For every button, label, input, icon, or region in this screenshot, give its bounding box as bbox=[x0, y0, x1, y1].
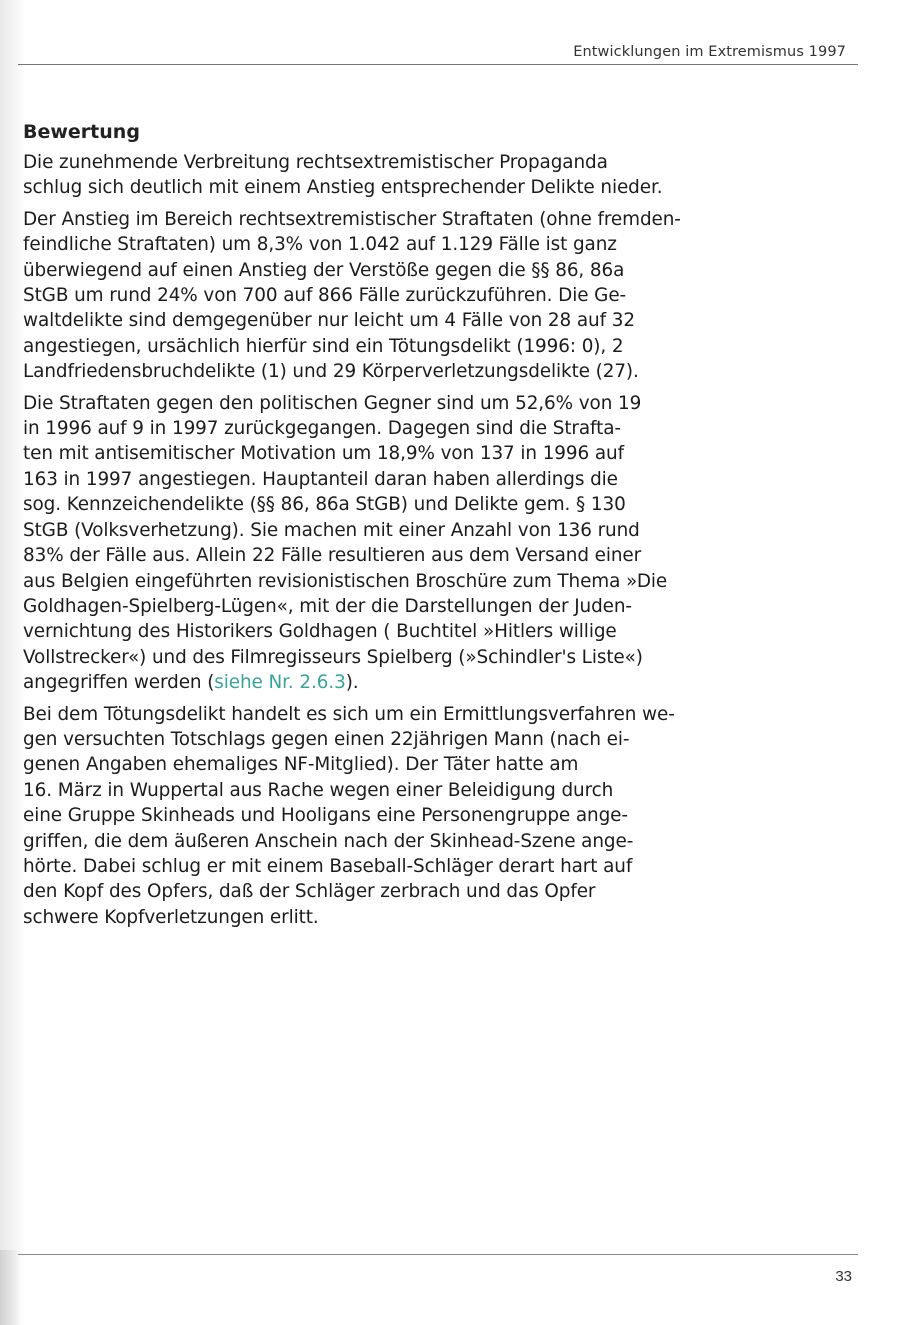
text-line: genen Angaben ehemaliges NF-Mitglied). Der Täter hatte am bbox=[23, 754, 579, 776]
text-line: Der Anstieg im Bereich rechtsextremistischer Straftaten (ohne fremden- bbox=[23, 208, 681, 230]
text-line: StGB (Volksverhetzung). Sie machen mit einer Anzahl von 136 rund bbox=[23, 519, 640, 541]
text-line: Die zunehmende Verbreitung rechtsextremistischer Propaganda bbox=[23, 152, 608, 173]
text-line: in 1996 auf 9 in 1997 zurückgegangen. Dagegen sind die Strafta- bbox=[23, 418, 621, 440]
text-line: Vollstrecker«) und des Filmregisseurs Spielberg (»Schindler's Liste«) bbox=[23, 646, 643, 668]
running-header: Entwicklungen im Extremismus 1997 bbox=[573, 44, 846, 60]
header-divider bbox=[18, 64, 858, 65]
text-line: 83% der Fälle aus. Allein 22 Fälle resultieren aus dem Versand einer bbox=[23, 545, 642, 567]
text-line: Bei dem Tötungsdelikt handelt es sich um ein Ermittlungsverfahren we- bbox=[23, 703, 675, 725]
text-line: den Kopf des Opfers, daß der Schläger zerbrach und das Opfer bbox=[23, 881, 596, 903]
text-line: 16. März in Wuppertal aus Rache wegen einer Beleidigung durch bbox=[23, 779, 614, 801]
page-content bbox=[23, 120, 863, 936]
text-line: hörte. Dabei schlug er mit einem Baseball-Schläger derart hart auf bbox=[23, 855, 633, 877]
text-fragment: ). bbox=[345, 672, 359, 694]
text-line: 163 in 1997 angestiegen. Hauptanteil daran haben allerdings die bbox=[23, 468, 618, 490]
paragraph-4 bbox=[23, 702, 859, 931]
text-line: ten mit antisemitischer Motivation um 18,9% von 137 in 1996 auf bbox=[23, 443, 624, 465]
paragraph-2 bbox=[23, 207, 859, 385]
page-number: 33 bbox=[835, 1268, 852, 1285]
text-line: vernichtung des Historikers Goldhagen ( Buchtitel »Hitlers willige bbox=[23, 621, 617, 643]
text-line: aus Belgien eingeführten revisionistischen Broschüre zum Thema »Die bbox=[23, 570, 668, 592]
paragraph-3 bbox=[23, 391, 859, 696]
cross-reference-link[interactable]: siehe Nr. 2.6.3 bbox=[214, 672, 346, 694]
page-gutter-shadow-bottom bbox=[0, 1250, 22, 1325]
text-line: schlug sich deutlich mit einem Anstieg entsprechender Delikte nieder. bbox=[23, 177, 663, 199]
text-line: überwiegend auf einen Anstieg der Verstöße gegen die §§ 86, 86a bbox=[23, 259, 625, 281]
text-fragment: angegriffen werden ( bbox=[23, 672, 215, 694]
text-line: feindliche Straftaten) um 8,3% von 1.042 auf 1.129 Fälle ist ganz bbox=[23, 234, 617, 256]
text-line: schwere Kopfverletzungen erlitt. bbox=[23, 906, 319, 928]
text-line: StGB um rund 24% von 700 auf 866 Fälle zurückzuführen. Die Ge- bbox=[23, 285, 627, 307]
text-line: Landfriedensbruchdelikte (1) und 29 Körperverletzungsdelikte (27). bbox=[23, 361, 639, 383]
text-line: Die Straftaten gegen den politischen Gegner sind um 52,6% von 19 bbox=[23, 392, 642, 414]
text-line-with-reference bbox=[23, 670, 859, 695]
text-line: griffen, die dem äußeren Anschein nach der Skinhead-Szene ange- bbox=[23, 830, 634, 852]
section-title: Bewertung bbox=[23, 121, 140, 143]
text-line: eine Gruppe Skinheads und Hooligans eine Personengruppe ange- bbox=[23, 805, 628, 827]
text-line: Goldhagen-Spielberg-Lügen«, mit der die Darstellungen der Juden- bbox=[23, 595, 632, 617]
text-line: sog. Kennzeichendelikte (§§ 86, 86a StGB) und Delikte gem. § 130 bbox=[23, 494, 626, 516]
text-line: gen versuchten Totschlags gegen einen 22jährigen Mann (nach ei- bbox=[23, 728, 630, 750]
text-line: waltdelikte sind demgegenüber nur leicht um 4 Fälle von 28 auf 32 bbox=[23, 310, 635, 332]
text-line: angestiegen, ursächlich hierfür sind ein Tötungsdelikt (1996: 0), 2 bbox=[23, 335, 624, 357]
footer-divider bbox=[18, 1254, 858, 1255]
paragraph-1 bbox=[23, 150, 859, 201]
